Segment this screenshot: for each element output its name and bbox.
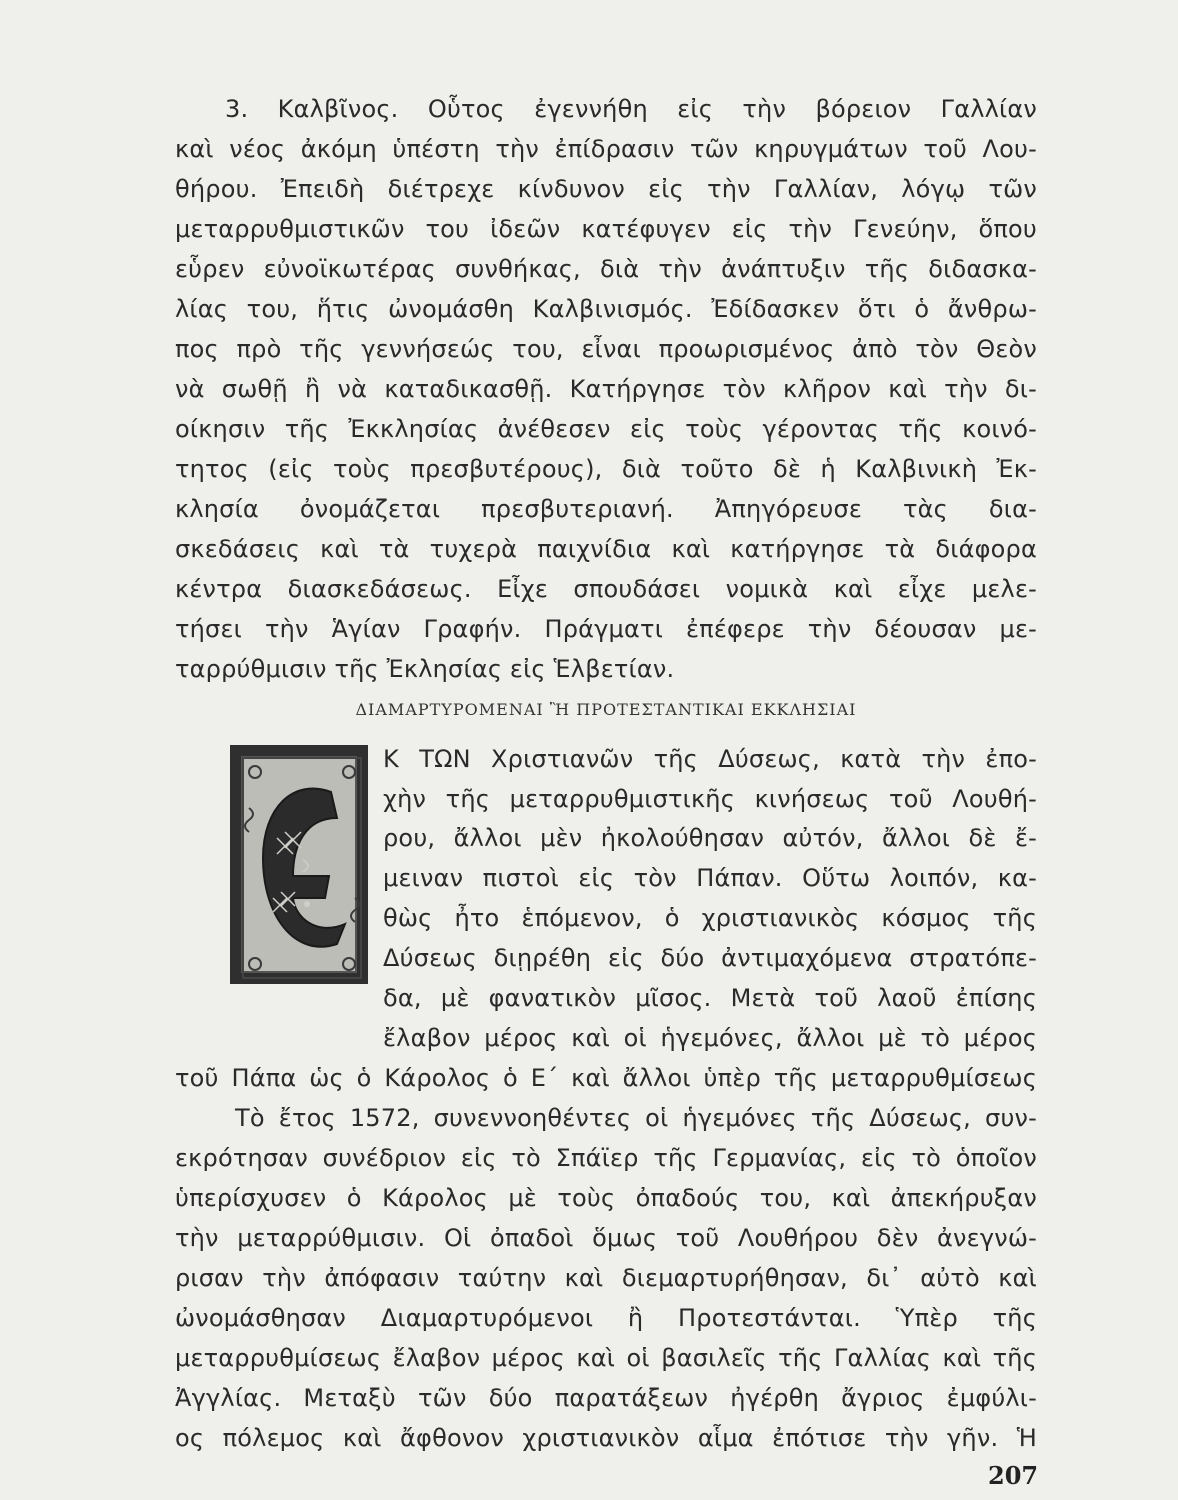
text-line: μεταρρυθμίσεως ἔλαβον μέρος καὶ οἱ βασιλεῖς τῆς Γαλλίας καὶ τῆς [175,1344,1037,1373]
text-line: ὑπερίσχυσεν ὁ Κάρολος μὲ τοὺς ὀπαδούς του, καὶ ἀπεκήρυξαν [175,1184,1037,1213]
text-line: τητος (εἰς τοὺς πρεσβυτέρους), διὰ τοῦτο δὲ ἡ Καλβινικὴ Ἐκ- [175,454,1037,483]
text-line: ρου, ἄλλοι μὲν ἠκολούθησαν αὐτόν, ἄλλοι δὲ ἔ- [383,824,1037,853]
text-line: σκεδάσεις καὶ τὰ τυχερὰ παιχνίδια καὶ κατήργησε τὰ διάφορα [175,534,1037,563]
page-number: 207 [988,1461,1039,1491]
text-line: ταρρύθμισιν τῆς Ἐκλησίας εἰς Ἑλβετίαν. [175,654,675,683]
text-line: τοῦ Πάπα ὡς ὁ Κάρολος ὁ Ε΄ καὶ ἄλλοι ὑπὲρ τῆς μεταρρυθμίσεως [175,1064,1037,1093]
text-line: εκρότησαν συνέδριον εἰς τὸ Σπάϊερ τῆς Γερμανίας, εἰς τὸ ὁποῖον [175,1144,1037,1173]
dropcap-letter-e-icon [233,748,371,988]
text-line: πος πρὸ τῆς γεννήσεώς του, εἶναι προωρισμένος ἀπὸ τὸν Θεὸν [175,334,1037,363]
text-line: 3. Καλβῖνος. Οὗτος ἐγεννήθη εἰς τὴν βόρειον Γαλλίαν [225,94,1037,123]
text-line: δα, μὲ φανατικὸν μῖσος. Μετὰ τοῦ λαοῦ ἐπίσης [383,984,1037,1013]
text-line: Δύσεως διῃρέθη εἰς δύο ἀντιμαχόμενα στρατόπε- [383,944,1037,973]
text-line: εὗρεν εὐνοϊκωτέρας συνθήκας, διὰ τὴν ἀνάπτυξιν τῆς διδασκα- [175,254,1037,283]
text-line: λίας του, ἥτις ὠνομάσθη Καλβινισμός. Ἐδίδασκεν ὅτι ὁ ἄνθρω- [175,294,1037,323]
text-line: θήρου. Ἐπειδὴ διέτρεχε κίνδυνον εἰς τὴν Γαλλίαν, λόγῳ τῶν [175,174,1037,203]
text-line: ἔλαβον μέρος καὶ οἱ ἡγεμόνες, ἄλλοι μὲ τὸ μέρος [383,1024,1037,1053]
text-line: κλησία ὀνομάζεται πρεσβυτεριανή. Ἀπηγόρευσε τὰς δια- [175,494,1037,523]
ornamental-dropcap [230,745,368,985]
text-line: νὰ σωθῇ ἢ νὰ καταδικασθῇ. Κατήργησε τὸν κλῆρον καὶ τὴν δι- [175,374,1037,403]
text-line: καὶ νέος ἀκόμη ὑπέστη τὴν ἐπίδρασιν τῶν κηρυγμάτων τοῦ Λου- [175,134,1037,163]
text-line: ρισαν τὴν ἀπόφασιν ταύτην καὶ διεμαρτυρήθησαν, δι᾽ αὐτὸ καὶ [175,1264,1037,1293]
text-line: μεταρρυθμιστικῶν του ἰδεῶν κατέφυγεν εἰς τὴν Γενεύην, ὅπου [175,214,1037,243]
text-line: Ἀγγλίας. Μεταξὺ τῶν δύο παρατάξεων ἠγέρθη ἄγριος ἐμφύλι- [175,1384,1037,1413]
text-line: κέντρα διασκεδάσεως. Εἶχε σπουδάσει νομικὰ καὶ εἶχε μελε- [175,574,1037,603]
text-line: ος πόλεμος καὶ ἄφθονον χριστιανικὸν αἷμα ἐπότισε τὴν γῆν. Ἡ [175,1424,1037,1453]
text-line: ὠνομάσθησαν Διαμαρτυρόμενοι ἢ Προτεστάνται. Ὑπὲρ τῆς [175,1304,1037,1333]
text-line: τήσει τὴν Ἁγίαν Γραφήν. Πράγματι ἐπέφερε τὴν δέουσαν με- [175,614,1037,643]
text-line: Τὸ ἔτος 1572, συνεννοηθέντες οἱ ἡγεμόνες τῆς Δύσεως, συν- [235,1104,1037,1133]
text-line: τὴν μεταρρύθμισιν. Οἱ ὀπαδοὶ ὅμως τοῦ Λουθήρου δὲν ἀνεγνώ- [175,1224,1037,1253]
text-line: μειναν πιστοὶ εἰς τὸν Πάπαν. Οὕτω λοιπόν, κα- [383,864,1037,893]
text-line: θὼς ἦτο ἑπόμενον, ὁ χριστιανικὸς κόσμος τῆς [383,904,1037,933]
text-line: χὴν τῆς μεταρρυθμιστικῆς κινήσεως τοῦ Λουθή- [383,784,1037,813]
section-heading: ΔΙΑΜΑΡΤΥΡΟΜΕΝΑΙ Ἢ ΠΡΟΤΕΣΤΑΝΤΙΚΑΙ ΕΚΚΛΗΣΙΑΙ [355,699,857,719]
text-line: Κ ΤΩΝ Χριστιανῶν τῆς Δύσεως, κατὰ τὴν ἐπο- [383,744,1037,773]
text-line: οίκησιν τῆς Ἐκκλησίας ἀνέθεσεν εἰς τοὺς γέροντας τῆς κοινό- [175,414,1037,443]
